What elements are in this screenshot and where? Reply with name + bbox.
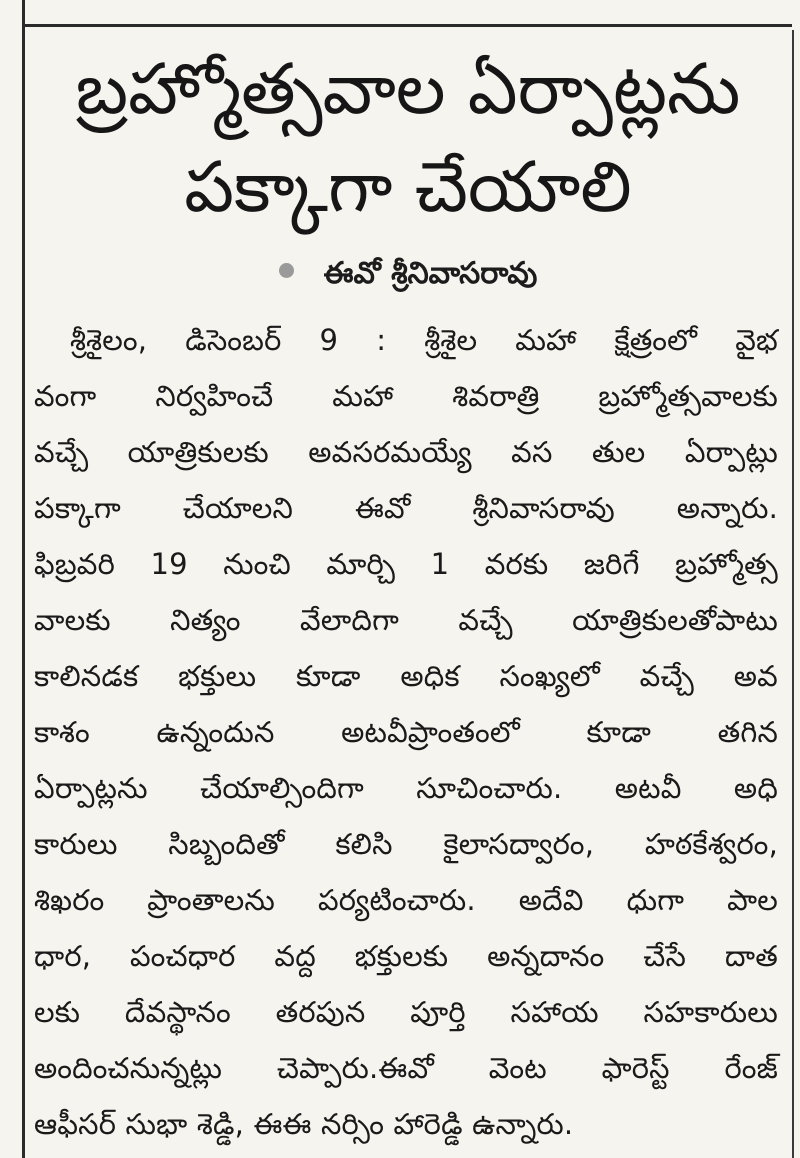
bullet-dot-icon [279, 263, 294, 278]
article-line: వాలకు నిత్యం వేలాదిగా వచ్చే యాత్రికులతోపాటు [34, 603, 778, 637]
article-line: వచ్చే యాత్రికులకు అవసరమయ్యే వస తుల ఏర్పాట్లు [34, 435, 778, 469]
article-line: కారులు సిబ్బందితో కలిసి కైలాసద్వారం, హఠకేశ్వరం, [34, 827, 778, 861]
left-column-rule [22, 0, 25, 1158]
headline [28, 40, 788, 236]
article-line: లకు దేవస్థానం తరపున పూర్తి సహాయ సహకారులు [34, 995, 778, 1029]
byline-author: ఈవో శ్రీనివాసరావు [323, 256, 538, 291]
article-line: కాలినడక భక్తులు కూడా అధిక సంఖ్యలో వచ్చే అవ [34, 659, 778, 693]
article-line: ధార, పంచధార వద్ద భక్తులకు అన్నదానం చేసే దాత [34, 939, 778, 973]
article-line: ఆఫీసర్ సుభా శెడ్డి, ఈఈ నర్సిం హారెడ్డి ఉన్నారు. [34, 1107, 574, 1141]
article-line: కాశం ఉన్నందున అటవీప్రాంతంలో కూడా తగిన [34, 715, 778, 749]
article-line: ఏర్పాట్లను చేయాల్సిందిగా సూచించారు. అటవీ అధి [34, 771, 778, 805]
article-line: శ్రీశైలం, డిసెంబర్ 9 : శ్రీశైల మహా క్షేత్రంలో వైభ [70, 323, 778, 357]
right-column-rule [792, 30, 794, 1158]
article-line: అందించనున్నట్లు చెప్పారు.ఈవో వెంట ఫారెస్ట్ రేంజ్ [34, 1051, 778, 1085]
article-body [34, 312, 778, 1152]
article-line: శిఖరం ప్రాంతాలను పర్యటించారు. అదేవి ధుగా పాల [34, 883, 778, 917]
headline-line-2: పక్కాగా చేయాలి [184, 146, 632, 228]
byline [28, 252, 788, 296]
article-line: ఫిబ్రవరి 19 నుంచి మార్చి 1 వరకు జరిగే బ్రహ్మోత్స [34, 547, 778, 581]
top-divider-rule [22, 24, 792, 27]
article-line: పక్కాగా చేయాలని ఈవో శ్రీనివాసరావు అన్నారు. [34, 491, 778, 525]
headline-line-1: బ్రహ్మోత్సవాల ఏర్పాట్లను [75, 48, 741, 130]
article-line: వంగా నిర్వహించే మహా శివరాత్రి బ్రహ్మోత్సవాలకు [34, 379, 778, 413]
